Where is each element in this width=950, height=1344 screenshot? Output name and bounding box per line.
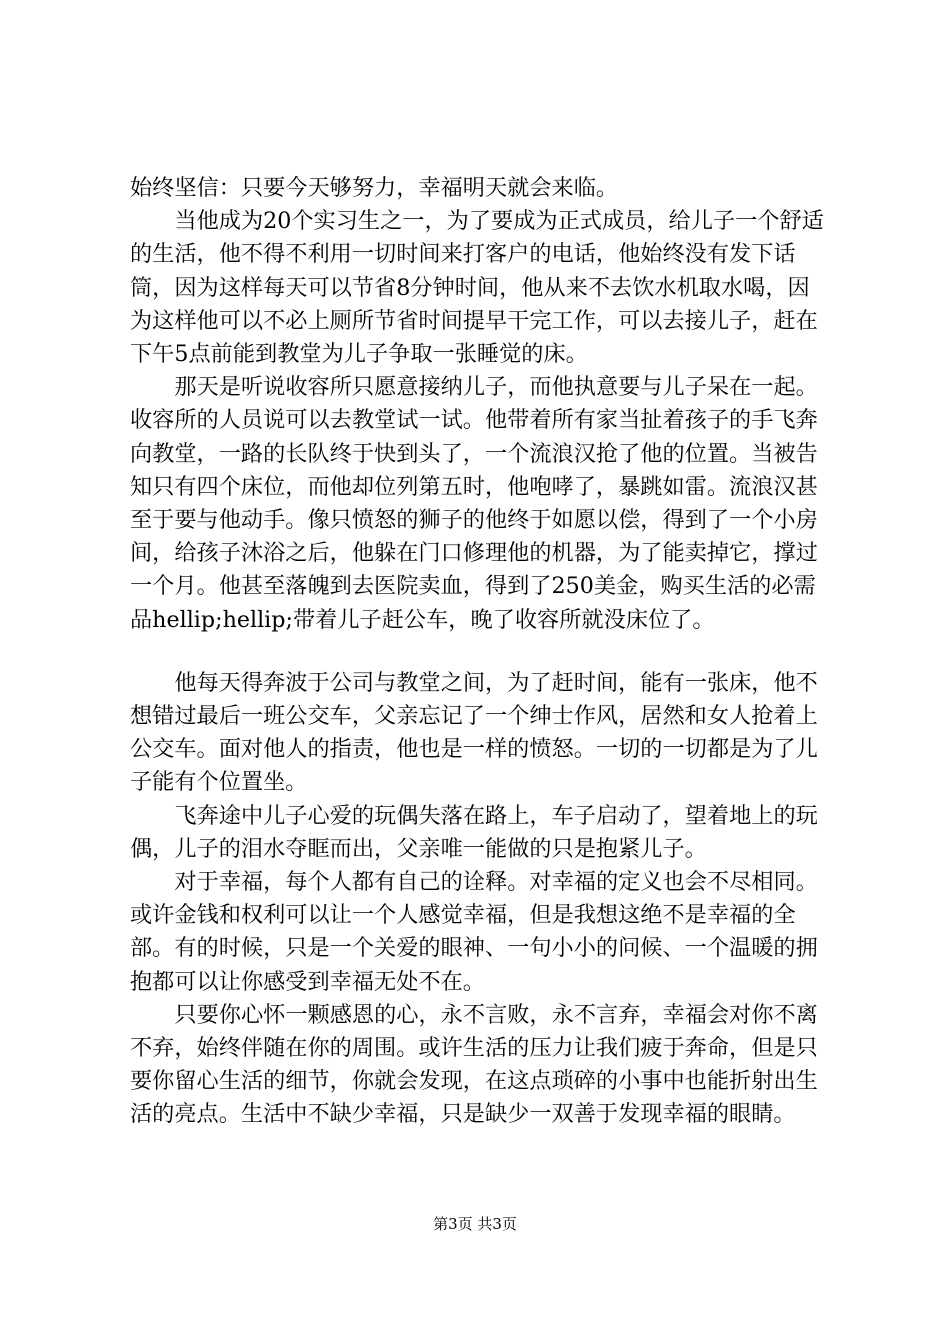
paragraph-1: 始终坚信：只要今天够努力，幸福明天就会来临。 xyxy=(130,175,619,201)
paragraph-4: 他每天得奔波于公司与教堂之间，为了赶时间，能有一张床，他不想错过最后一班公交车，父亲忘记了一个绅士作风，居然和女人抢着上公交车。面对他人的指责，他也是一样的愤怒。一切的一切都是为了儿子能有个位置坐。 xyxy=(130,669,818,796)
paragraph-2: 当他成为20个实习生之一，为了要成为正式成员，给儿子一个舒适的生活，他不得不利用一切时间来打客户的电话，他始终没有发下话筒，因为这样每天可以节省8分钟时间，他从来不去饮水机取水喝，因为这样他可以不必上厕所节省时间提早干完工作，可以去接儿子，赶在下午5点前能到教堂为儿子争取一张睡觉的床。 xyxy=(130,208,824,368)
paragraph-5: 飞奔途中儿子心爱的玩偶失落在路上，车子启动了，望着地上的玩偶，儿子的泪水夺眶而出，父亲唯一能做的只是抱紧儿子。 xyxy=(130,802,818,862)
paragraph-spacer xyxy=(130,637,830,667)
paragraph-7: 只要你心怀一颗感恩的心，永不言败，永不言弃，幸福会对你不离不弃，始终伴随在你的周围。或许生活的压力让我们疲于奔命，但是只要你留心生活的细节，你就会发现，在这点琐碎的小事中也能折射出生活的亮点。生活中不缺少幸福，只是缺少一双善于发现幸福的眼睛。 xyxy=(130,1001,818,1128)
page-footer: 第3页 共3页 xyxy=(433,1215,517,1233)
paragraph-6: 对于幸福，每个人都有自己的诠释。对幸福的定义也会不尽相同。或许金钱和权利可以让一个人感觉幸福，但是我想这绝不是幸福的全部。有的时候，只是一个关爱的眼神、一句小小的问候、一个温暖的拥抱都可以让你感受到幸福无处不在。 xyxy=(130,869,818,995)
paragraph-3: 那天是听说收容所只愿意接纳儿子，而他执意要与儿子呆在一起。收容所的人员说可以去教堂试一试。他带着所有家当扯着孩子的手飞奔向教堂，一路的长队终于快到头了，一个流浪汉抢了他的位置。当被告知只有四个床位，而他却位列第五时，他咆哮了，暴跳如雷。流浪汉甚至于要与他动手。像只愤怒的狮子的他终于如愿以偿，得到了一个小房间，给孩子沐浴之后，他躲在门口修理他的机器，为了能卖掉它，撑过一个月。他甚至落魄到去医院卖血，得到了250美金，购买生活的必需品hellip;hellip;带着儿子赶公车，晚了收容所就没床位了。 xyxy=(130,374,818,633)
document-body xyxy=(130,172,830,1132)
